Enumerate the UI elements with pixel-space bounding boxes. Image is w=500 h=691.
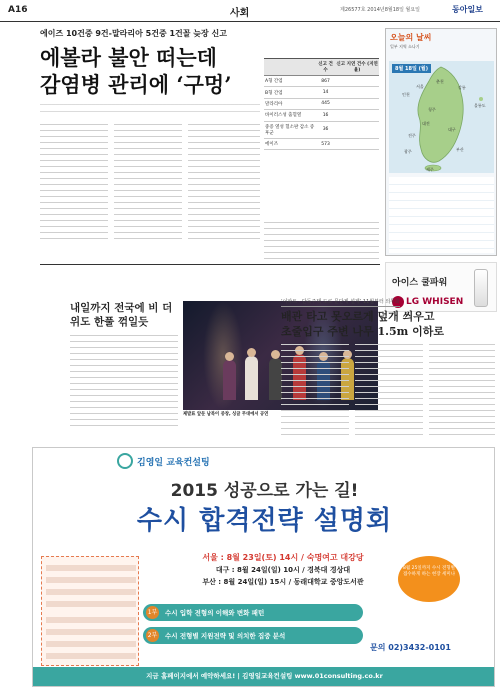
city-label: 대구 (448, 127, 456, 132)
schedule-seoul: 서울 : 8월 23일(토) 14시 / 숙명여고 대강당 (202, 553, 364, 562)
table-row (264, 138, 379, 149)
table-cell: 867 (316, 76, 335, 87)
ad-brand-name: LG WHISEN (406, 297, 464, 307)
bus-story-kicker: ‘이파트 · 단독주택 도로 문닫게 설계’ 11월부터 의무화 (281, 299, 400, 305)
table-row (264, 98, 379, 109)
ad-schedule (183, 552, 383, 588)
weather-story-headline: 내일까지 전국에 비 더위도 한풀 꺾일듯 (70, 302, 173, 328)
city-label: 전주 (408, 133, 416, 138)
table-cell: 말라리아 (264, 98, 316, 109)
lead-headline-line1: 에볼라 불안 떠는데 (40, 45, 217, 70)
weather-story-body (70, 335, 178, 431)
city-label: 광주 (404, 149, 412, 154)
bus-story-headline (281, 309, 495, 339)
caption-lead: 제발표 앞둔 남북이 중창, 싱글 무대에서 공연 (183, 412, 269, 417)
weather-title-text: 오늘의 날씨 (390, 33, 432, 42)
city-label: 강릉 (458, 85, 466, 90)
schedule-busan: 부산 : 8월 24일(일) 15시 / 동래대학교 중앙도서관 (202, 578, 364, 586)
table-cell (335, 138, 379, 149)
table-cell: A형 간염 (264, 76, 316, 87)
aircon-ad[interactable] (385, 262, 497, 312)
ad-tagline: 2015 성공으로 가는 길! (170, 481, 359, 501)
table-cell: 에이즈 (264, 138, 316, 149)
academy-ad[interactable] (32, 447, 495, 687)
table-header: 신고 건수 (316, 59, 335, 76)
table-row (264, 121, 379, 138)
page-number: A16 (8, 5, 28, 15)
table-row (264, 110, 379, 121)
city-label: 청주 (428, 107, 436, 112)
lead-headline-line2: 감염병 관리에 ‘구멍’ (40, 72, 232, 97)
ad-program-box (41, 556, 139, 666)
weather-map (389, 61, 494, 173)
table-cell (335, 98, 379, 109)
table-cell (335, 121, 379, 138)
contact-label: 문의 (370, 643, 386, 652)
lead-summary (40, 104, 260, 118)
table-row (264, 76, 379, 87)
table-cell: 중증 열성 혈소판 감소 증후군 (264, 121, 316, 138)
ad-badge-text: 8월 25일까지 수시 전형별 접수하게 하는 현장 세미나 (402, 566, 456, 577)
city-label: 서울 (416, 84, 424, 89)
ad-badge-circle (398, 556, 460, 602)
schedule-daegu: 대구 : 8월 24일(일) 10시 / 경북대 경상대 (215, 566, 351, 574)
masthead (0, 0, 500, 22)
academy-logo-icon (117, 453, 133, 469)
aircon-product-icon (474, 269, 488, 307)
table-cell: 바이러스성 출혈열 (264, 110, 316, 121)
city-label: 대전 (422, 121, 430, 126)
ad-point-text: 수시 전형별 지원전략 및 의치한 집중 분석 (165, 632, 286, 640)
bus-headline-line2: 초줄입구 주변 나무 1.5m 이하로 (281, 325, 444, 338)
ad-point-pill: 1부 수시 입학 전형의 이해와 변화 패턴 (143, 604, 363, 621)
table-cell: 445 (316, 98, 335, 109)
dateline: 제26577호 2014년8월18일 월요일 (340, 7, 420, 13)
bus-story-body-col-2 (355, 344, 423, 440)
lead-body-col-4 (264, 222, 379, 260)
table-cell: 36 (316, 121, 335, 138)
newspaper-logo: 동아일보 (452, 4, 483, 14)
table-header (264, 59, 316, 76)
table-row (264, 87, 379, 98)
table-cell: 573 (316, 138, 335, 149)
lead-body-col-1 (40, 124, 108, 242)
city-label: 인천 (402, 92, 410, 97)
ad-contact (370, 642, 451, 653)
table-cell: B형 간염 (264, 87, 316, 98)
lead-body-col-3 (188, 124, 260, 242)
ad-title: 수시 합격전략 설명회 (136, 506, 393, 536)
disease-table (264, 58, 379, 150)
contact-phone: 02)3432-0101 (388, 643, 451, 652)
ad-points (143, 604, 363, 650)
korea-map-shape (389, 61, 494, 173)
ad-footer[interactable]: 지금 홈페이지에서 예약하세요! | 김영일교육컨설팅 www.01consulting.co.kr (33, 667, 495, 686)
city-label: 울릉도 (474, 103, 486, 108)
table-cell (335, 76, 379, 87)
table-cell (335, 110, 379, 121)
lead-body-col-2 (114, 124, 182, 242)
city-label: 제주 (426, 167, 434, 172)
weather-title (390, 32, 431, 43)
table-cell (335, 87, 379, 98)
weather-box (385, 28, 497, 256)
bus-story-body-col-3 (429, 344, 495, 440)
lead-headline (40, 44, 260, 98)
weather-date-badge: 8월 18일 (월) (392, 64, 431, 73)
city-label: 부산 (456, 147, 464, 152)
performer-figure (245, 356, 258, 400)
weather-forecast-table (389, 177, 494, 253)
ad-product-name: 아이스 쿨파워 (392, 278, 448, 288)
lead-kicker: 에이즈 10건중 9건-말라리아 5건중 1건꼴 늦장 신고 (40, 29, 227, 38)
bus-headline-line1: 배관 타고 못오르게 덮개 씌우고 (281, 310, 435, 323)
academy-logo-name: 김영일 교육컨설팅 (137, 458, 210, 468)
table-cell: 14 (316, 87, 335, 98)
disease-report-table (264, 58, 379, 220)
performer-figure (223, 360, 236, 400)
table-cell: 16 (316, 110, 335, 121)
section-name: 사회 (230, 8, 250, 19)
weather-subtitle: 일부 지역 소나기 (390, 44, 420, 49)
bus-story-body-col-1 (281, 344, 349, 440)
city-label: 춘천 (436, 79, 444, 84)
ad-point-text: 수시 입학 전형의 이해와 변화 패턴 (165, 609, 265, 617)
table-header: 신고 지연 건수 (지연율) (335, 59, 379, 76)
section-divider (40, 264, 380, 265)
ad-point-pill: 2부 수시 전형별 지원전략 및 의치한 집중 분석 (143, 627, 363, 644)
